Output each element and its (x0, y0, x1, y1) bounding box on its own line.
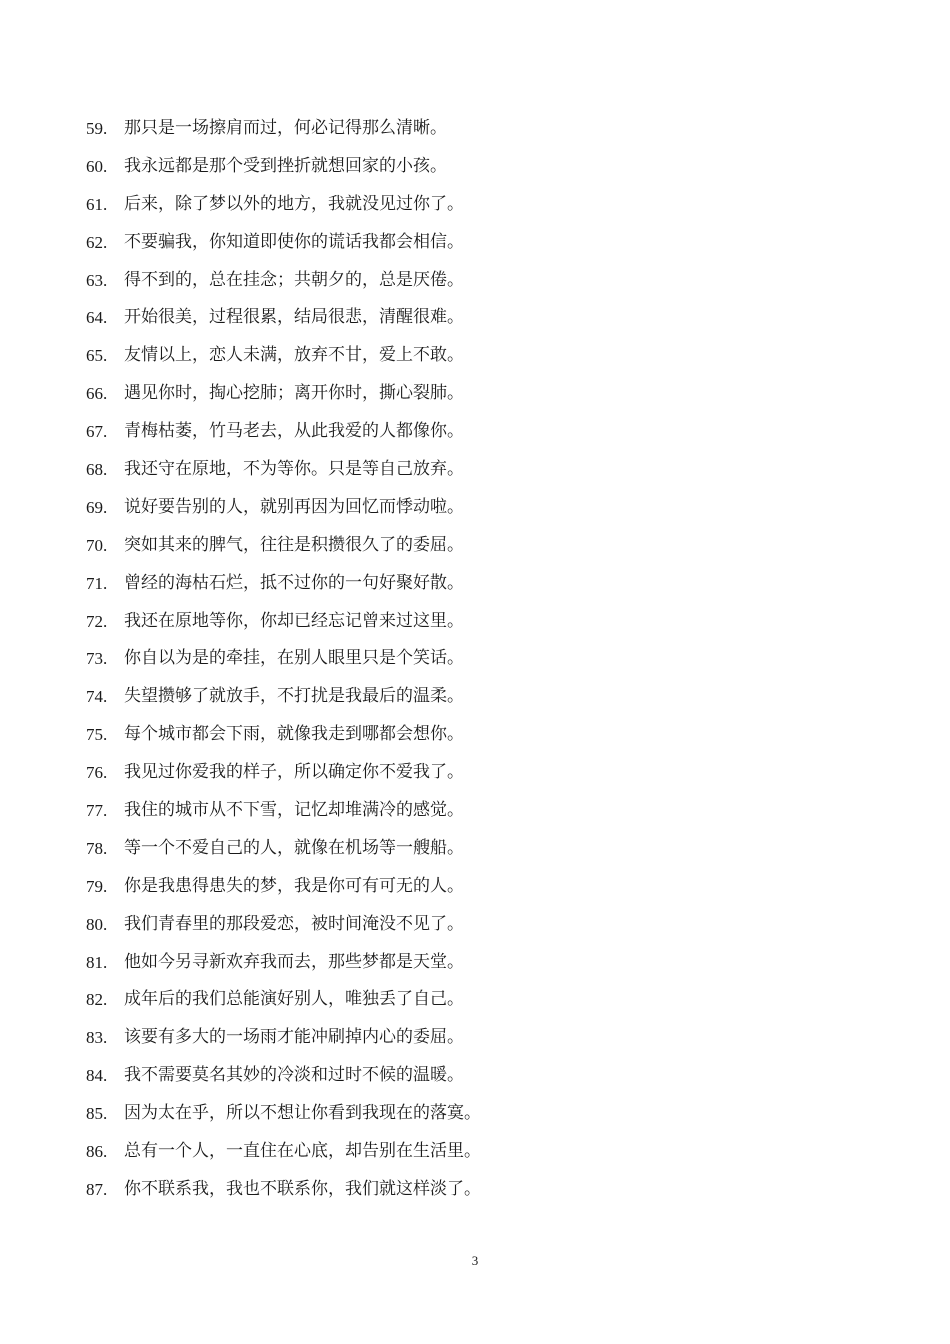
item-number: 83. (86, 1028, 108, 1048)
item-text: 我不需要莫名其妙的冷淡和过时不候的温暖。 (124, 1065, 464, 1086)
item-text: 他如今另寻新欢弃我而去，那些梦都是天堂。 (124, 951, 464, 972)
list-item (86, 906, 886, 944)
list-item (86, 527, 886, 565)
item-number: 76. (86, 763, 108, 783)
item-number: 72. (86, 611, 108, 631)
item-number: 60. (86, 156, 108, 176)
item-text: 我还守在原地，不为等你。只是等自己放弃。 (124, 459, 464, 480)
item-text: 我永远都是那个受到挫折就想回家的小孩。 (124, 155, 447, 176)
item-number: 64. (86, 308, 108, 328)
list-item (86, 716, 886, 754)
list-item (86, 1019, 886, 1057)
item-number: 63. (86, 270, 108, 290)
list-item (86, 565, 886, 603)
item-text: 因为太在乎，所以不想让你看到我现在的落寞。 (124, 1103, 481, 1124)
item-text: 说好要告别的人，就别再因为回忆而悸动啦。 (124, 496, 464, 517)
item-text: 你不联系我，我也不联系你，我们就这样淡了。 (124, 1178, 481, 1199)
item-text: 成年后的我们总能演好别人，唯独丢了自己。 (124, 989, 464, 1010)
list-item (86, 413, 886, 451)
item-text: 每个城市都会下雨，就像我走到哪都会想你。 (124, 724, 464, 745)
item-number: 69. (86, 497, 108, 517)
item-number: 86. (86, 1142, 108, 1162)
item-number: 78. (86, 838, 108, 858)
item-number: 79. (86, 876, 108, 896)
item-text: 突如其来的脾气，往往是积攒很久了的委屈。 (124, 534, 464, 555)
item-text: 友情以上，恋人未满，放弃不甘，爱上不敢。 (124, 345, 464, 366)
list-item (86, 1057, 886, 1095)
item-text: 总有一个人，一直住在心底，却告别在生活里。 (124, 1141, 481, 1162)
item-text: 开始很美，过程很累，结局很悲，清醒很难。 (124, 307, 464, 328)
item-number: 75. (86, 725, 108, 745)
quote-list (86, 110, 886, 1209)
list-item (86, 1095, 886, 1133)
item-number: 81. (86, 952, 108, 972)
item-text: 你自以为是的牵挂，在别人眼里只是个笑话。 (124, 648, 464, 669)
list-item (86, 489, 886, 527)
item-number: 87. (86, 1179, 108, 1199)
item-number: 77. (86, 801, 108, 821)
list-item (86, 792, 886, 830)
item-number: 61. (86, 194, 108, 214)
item-number: 74. (86, 687, 108, 707)
item-number: 68. (86, 460, 108, 480)
item-text: 遇见你时，掏心挖肺；离开你时，撕心裂肺。 (124, 383, 464, 404)
item-text: 我住的城市从不下雪，记忆却堆满冷的感觉。 (124, 800, 464, 821)
list-item (86, 451, 886, 489)
item-text: 曾经的海枯石烂，抵不过你的一句好聚好散。 (124, 572, 464, 593)
list-item (86, 868, 886, 906)
item-text: 那只是一场擦肩而过，何必记得那么清晰。 (124, 118, 447, 138)
item-number: 62. (86, 232, 108, 252)
list-item (86, 186, 886, 224)
item-number: 59. (86, 119, 108, 138)
item-text: 后来，除了梦以外的地方，我就没见过你了。 (124, 193, 464, 214)
item-text: 青梅枯萎，竹马老去，从此我爱的人都像你。 (124, 421, 464, 442)
item-text: 等一个不爱自己的人，就像在机场等一艘船。 (124, 837, 464, 858)
item-number: 70. (86, 535, 108, 555)
item-number: 84. (86, 1066, 108, 1086)
item-text: 我们青春里的那段爱恋，被时间淹没不见了。 (124, 913, 464, 934)
item-number: 66. (86, 384, 108, 404)
item-text: 该要有多大的一场雨才能冲刷掉内心的委屈。 (124, 1027, 464, 1048)
page-number: 3 (471, 1253, 479, 1268)
list-item (86, 754, 886, 792)
list-item (86, 603, 886, 641)
item-text: 我见过你爱我的样子，所以确定你不爱我了。 (124, 762, 464, 783)
list-item (86, 944, 886, 982)
list-item (86, 678, 886, 716)
list-item (86, 299, 886, 337)
list-item (86, 110, 886, 148)
list-item (86, 1171, 886, 1209)
list-item (86, 640, 886, 678)
item-number: 71. (86, 573, 108, 593)
item-number: 67. (86, 422, 108, 442)
item-number: 80. (86, 914, 108, 934)
list-item (86, 1133, 886, 1171)
item-number: 85. (86, 1104, 108, 1124)
list-item (86, 148, 886, 186)
list-item (86, 337, 886, 375)
list-item (86, 981, 886, 1019)
item-text: 不要骗我，你知道即使你的谎话我都会相信。 (124, 231, 464, 252)
item-text: 得不到的，总在挂念；共朝夕的，总是厌倦。 (124, 269, 464, 290)
item-text: 你是我患得患失的梦，我是你可有可无的人。 (124, 875, 464, 896)
item-text: 我还在原地等你，你却已经忘记曾来过这里。 (124, 610, 464, 631)
list-item (86, 262, 886, 300)
item-number: 73. (86, 649, 108, 669)
list-item (86, 224, 886, 262)
item-text: 失望攒够了就放手，不打扰是我最后的温柔。 (124, 686, 464, 707)
item-number: 82. (86, 990, 108, 1010)
list-item (86, 375, 886, 413)
item-number: 65. (86, 346, 108, 366)
list-item (86, 830, 886, 868)
